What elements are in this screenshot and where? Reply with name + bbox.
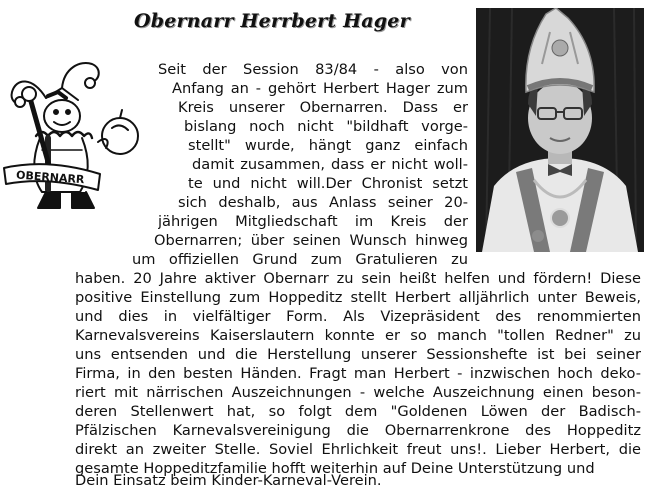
article-text-line: stellt" wurde, hängt ganz einfach bbox=[188, 137, 468, 154]
article-text-line: bislang noch nicht "bildhaft vorge- bbox=[184, 118, 468, 135]
article-text-line: positive Einstellung zum Hoppeditz stellt Herbert alljährlich unter Beweis, bbox=[75, 289, 641, 306]
svg-text:OBERNARR: OBERNARR bbox=[15, 168, 85, 187]
article-text-line: riert mit närrischen Auszeichnungen - welche Auszeichnung einen beson- bbox=[75, 384, 641, 401]
article-text-line: uns entsenden und die Herstellung unserer Sessionshefte ist bei seiner bbox=[75, 346, 641, 363]
article-text-line: Karnevalsvereins Kaiserslautern konnte er so manch "tollen Redner" zu bbox=[75, 327, 641, 344]
article-text-line: damit zusammen, dass er nicht woll- bbox=[192, 156, 468, 173]
article-text-line: Pfälzischen Karnevalsvereinigung die Obernarrenkrone des Hoppeditz bbox=[75, 422, 641, 439]
article-text-line: Seit der Session 83/84 - also von bbox=[158, 61, 468, 78]
article-text-line: sich deshalb, aus Anlass seiner 20- bbox=[178, 194, 468, 211]
article-text-line: Kreis unserer Obernarren. Dass er bbox=[178, 99, 468, 116]
article-text-line-final: Dein Einsatz beim Kinder-Karneval-Verein. bbox=[75, 472, 382, 489]
article-text-line: und dies in vielfältiger Form. Als Vizepräsident des renommierten bbox=[75, 308, 641, 325]
portrait-photo bbox=[476, 8, 644, 252]
article-text-line: direkt an zweiter Stelle. Soviel Ehrlichkeit freut uns!. Lieber Herbert, die bbox=[75, 441, 641, 458]
article-text-line: jährigen Mitgliedschaft im Kreis der bbox=[158, 213, 468, 230]
article-text-line: Firma, in den besten Händen. Fragt man Herbert - inzwischen hoch deko- bbox=[75, 365, 641, 382]
jester-obernarr-logo bbox=[2, 58, 168, 218]
article-text-line: um offiziellen Grund zum Gratulieren zu bbox=[132, 251, 468, 268]
article-text-line: Anfang an - gehört Herbert Hager zum bbox=[172, 80, 468, 97]
article-text-line: deren Stellenwert hat, so folgt dem "Goldenen Löwen der Badisch- bbox=[75, 403, 641, 420]
article-title: Obernarr Herrbert Hager bbox=[134, 10, 410, 32]
article-text-line: te und nicht will.Der Chronist setzt bbox=[188, 175, 468, 192]
article-text-line: Obernarren; über seinen Wunsch hinweg bbox=[154, 232, 468, 249]
article-text-line-last: gesamte Hoppeditzfamilie hofft weiterhin auf Deine Unterstützung und bbox=[75, 460, 595, 477]
article-text-line: haben. 20 Jahre aktiver Obernarr zu sein heißt helfen und fördern! Diese bbox=[75, 270, 641, 287]
